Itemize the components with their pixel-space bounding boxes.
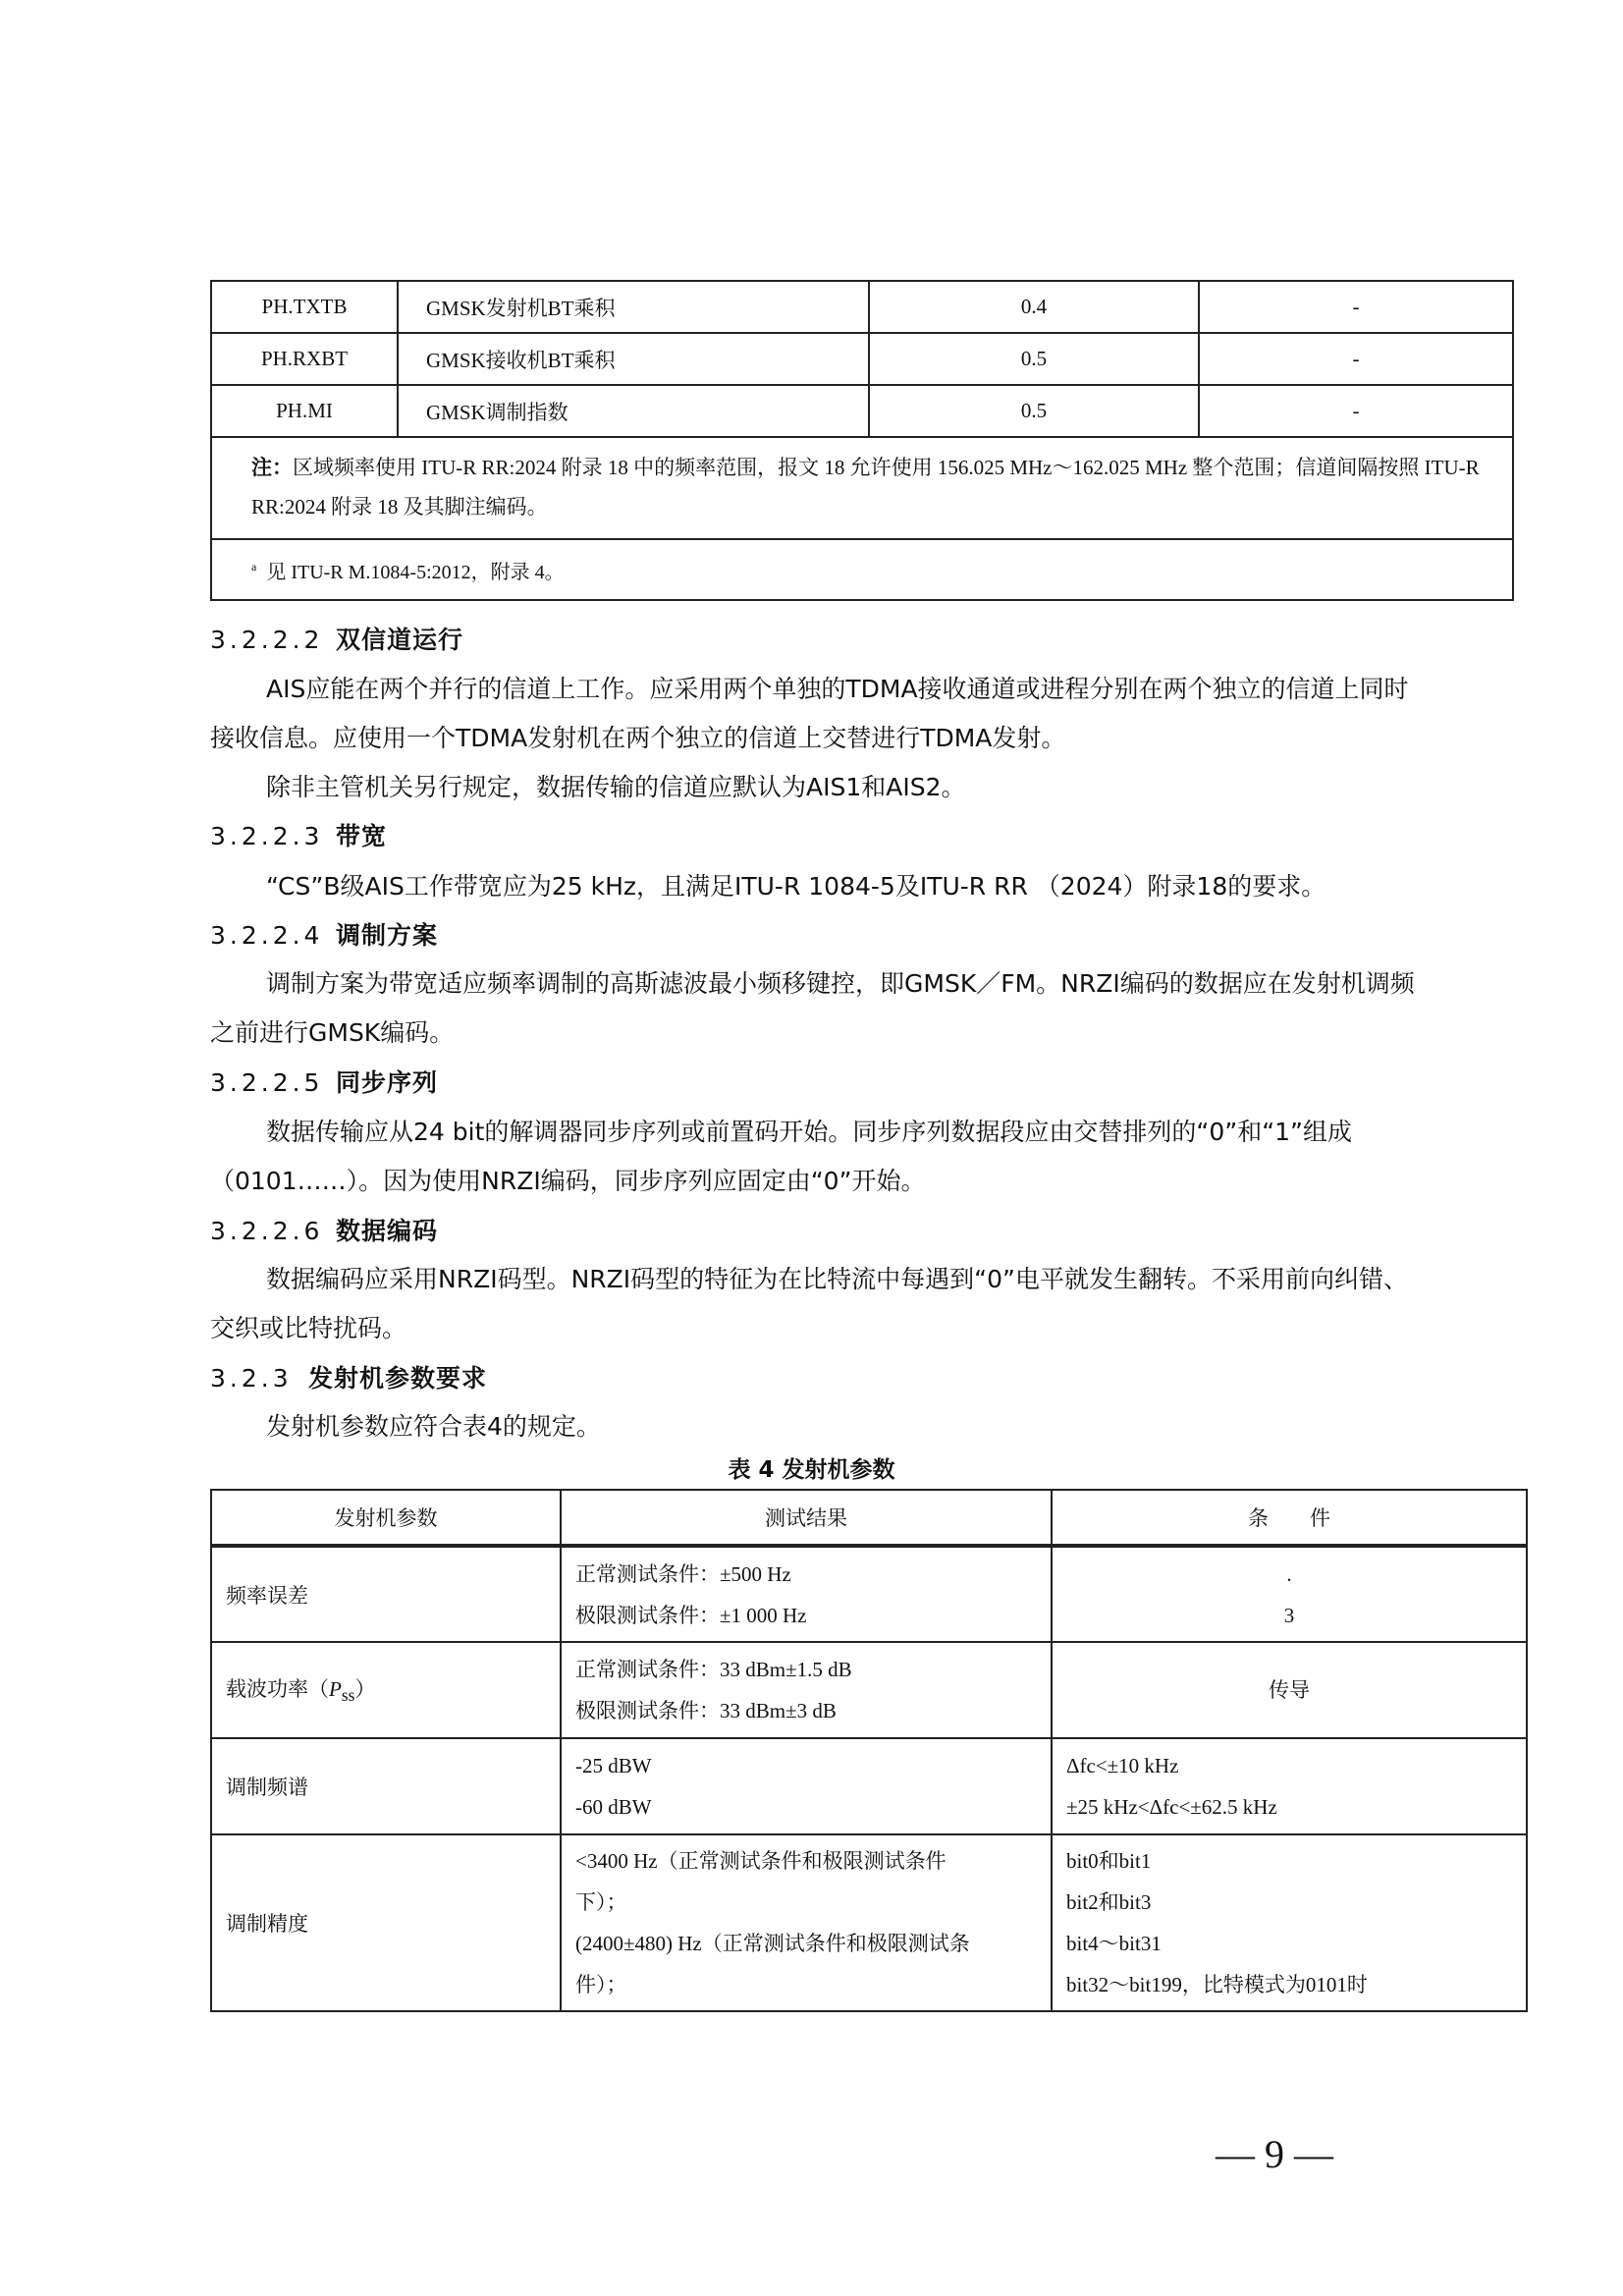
table-header-row [211, 1490, 1527, 1546]
table-cell-desc: GMSK接收机BT乘积 [398, 333, 869, 385]
table-cell-results [561, 1546, 1052, 1642]
section-title: 发射机参数要求 [308, 1364, 488, 1393]
section-heading [210, 916, 438, 952]
table-cell-param: 调制频谱 [211, 1738, 561, 1834]
table-cell-param: 调制精度 [211, 1834, 561, 2011]
section-title: 数据编码 [336, 1217, 439, 1245]
table-row [211, 1834, 1527, 2011]
condition-line: bit32～bit199，比特模式为0101时 [1066, 1973, 1368, 1996]
paragraph: 除非主管机关另行规定，数据传输的信道应默认为AIS1和AIS2。 [266, 773, 966, 801]
page-number: — 9 — [1216, 2132, 1333, 2176]
section-heading [210, 1212, 438, 1247]
condition-line: 3 [1283, 1603, 1295, 1627]
table-cell-param: PH.MI [211, 385, 398, 437]
result-line: 正常测试条件：33 dBm±1.5 dB [575, 1658, 852, 1681]
condition-line: bit0和bit1 [1066, 1849, 1152, 1873]
paragraph: 发射机参数应符合表4的规定。 [266, 1412, 601, 1441]
table-cell-param: PH.TXTB [211, 281, 398, 333]
result-line: -25 dBW [575, 1754, 652, 1777]
result-line: 件）； [575, 1973, 627, 1996]
condition-line: bit2和bit3 [1066, 1890, 1152, 1914]
table-row [211, 1738, 1527, 1834]
result-line: 下）； [575, 1890, 627, 1914]
table-footnote [211, 539, 1513, 600]
condition-line: . [1286, 1561, 1292, 1586]
section-title: 带宽 [336, 822, 388, 850]
result-line: (2400±480) Hz（正常测试条件和极限测试条 [575, 1932, 970, 1955]
section-heading [210, 817, 387, 852]
footnote-mark: a [251, 559, 257, 574]
table-note-row [211, 437, 1513, 539]
condition-line: bit4～bit31 [1066, 1932, 1162, 1955]
table-cell-tolerance: - [1199, 385, 1513, 437]
condition-line: 传导 [1269, 1678, 1310, 1702]
result-line: -60 dBW [575, 1795, 652, 1819]
table-row [211, 333, 1513, 385]
table-cell-value: 0.5 [869, 333, 1199, 385]
table-cell-tolerance: - [1199, 281, 1513, 333]
table-cell-desc: GMSK发射机BT乘积 [398, 281, 869, 333]
section-number: 3.2.2.2 [210, 626, 324, 654]
table-row [211, 281, 1513, 333]
section-title: 双信道运行 [336, 626, 464, 654]
result-line: <3400 Hz（正常测试条件和极限测试条件 [575, 1849, 947, 1873]
section-number: 3.2.2.3 [210, 822, 324, 850]
transmitter-parameters-table [210, 1489, 1528, 2012]
condition-line: ±25 kHz<Δfc<±62.5 kHz [1066, 1795, 1277, 1819]
table-cell-value: 0.4 [869, 281, 1199, 333]
note-label: 注： [251, 456, 293, 479]
note-text: 区域频率使用 ITU-R RR:2024 附录 18 中的频率范围，报文 18 允许使用 156.025 MHz～162.025 MHz 整个范围；信道间隔按照 ITU-R RR:2024 附录 18 及其脚注编码。 [251, 456, 1480, 519]
table-row [211, 1642, 1527, 1738]
column-header: 测试结果 [561, 1490, 1052, 1546]
table-cell-param: PH.RXBT [211, 333, 398, 385]
section-title: 同步序列 [336, 1068, 439, 1097]
table-caption: 表 4 发射机参数 [728, 1457, 895, 1483]
table-footnote-row [211, 539, 1513, 600]
section-heading [210, 1064, 438, 1099]
table-row [211, 385, 1513, 437]
column-header: 发射机参数 [211, 1490, 561, 1546]
param-subscript: ss [341, 1685, 355, 1706]
section-number: 3.2.2.5 [210, 1068, 324, 1097]
paragraph: AIS应能在两个并行的信道上工作。应采用两个单独的TDMA接收通道或进程分别在两个独立的信道上同时接收信息。应使用一个TDMA发射机在两个独立的信道上交替进行TDMA发射。 [210, 675, 1409, 752]
paragraph: 调制方案为带宽适应频率调制的高斯滤波最小频移键控，即GMSK／FM。NRZI编码的数据应在发射机调频之前进行GMSK编码。 [210, 969, 1415, 1047]
result-line: 极限测试条件：±1 000 Hz [575, 1603, 807, 1627]
table-note [211, 437, 1513, 539]
table-cell-conditions [1052, 1546, 1527, 1642]
table-3-continuation [210, 280, 1514, 601]
section-heading [210, 621, 463, 656]
table-cell-param: 频率误差 [211, 1546, 561, 1642]
section-title: 调制方案 [336, 921, 439, 950]
param-label: 载波功率（ [226, 1677, 329, 1702]
param-label-end: ） [354, 1677, 376, 1702]
table-cell-tolerance: - [1199, 333, 1513, 385]
result-line: 正常测试条件：±500 Hz [575, 1561, 791, 1586]
section-number: 3.2.2.4 [210, 921, 324, 950]
section-number: 3.2.2.6 [210, 1217, 324, 1245]
table-cell-conditions [1052, 1642, 1527, 1738]
table-cell-conditions [1052, 1738, 1527, 1834]
section-heading [210, 1359, 487, 1394]
paragraph: 数据编码应采用NRZI码型。NRZI码型的特征为在比特流中每遇到“0”电平就发生翻转。不采用前向纠错、交织或比特扰码。 [210, 1265, 1408, 1342]
table-row [211, 1546, 1527, 1642]
table-cell-conditions [1052, 1834, 1527, 2011]
footnote-text: 见 ITU-R M.1084-5:2012，附录 4。 [266, 561, 565, 583]
paragraph: 数据传输应从24 bit的解调器同步序列或前置码开始。同步序列数据段应由交替排列的“0”和“1”组成（0101……）。因为使用NRZI编码，同步序列应固定由“0”开始。 [210, 1118, 1352, 1195]
table-cell-results [561, 1834, 1052, 2011]
table-cell-value: 0.5 [869, 385, 1199, 437]
result-line: 极限测试条件：33 dBm±3 dB [575, 1699, 837, 1722]
table-cell-param [211, 1642, 561, 1738]
section-number: 3.2.3 [210, 1364, 293, 1393]
param-symbol: P [329, 1677, 342, 1702]
table-cell-results [561, 1738, 1052, 1834]
column-header: 条 件 [1052, 1490, 1527, 1546]
paragraph: “CS”B级AIS工作带宽应为25 kHz，且满足ITU-R 1084-5及ITU-R RR （2024）附录18的要求。 [266, 872, 1326, 901]
table-cell-results [561, 1642, 1052, 1738]
condition-line: Δfc<±10 kHz [1066, 1754, 1179, 1777]
table-cell-desc: GMSK调制指数 [398, 385, 869, 437]
